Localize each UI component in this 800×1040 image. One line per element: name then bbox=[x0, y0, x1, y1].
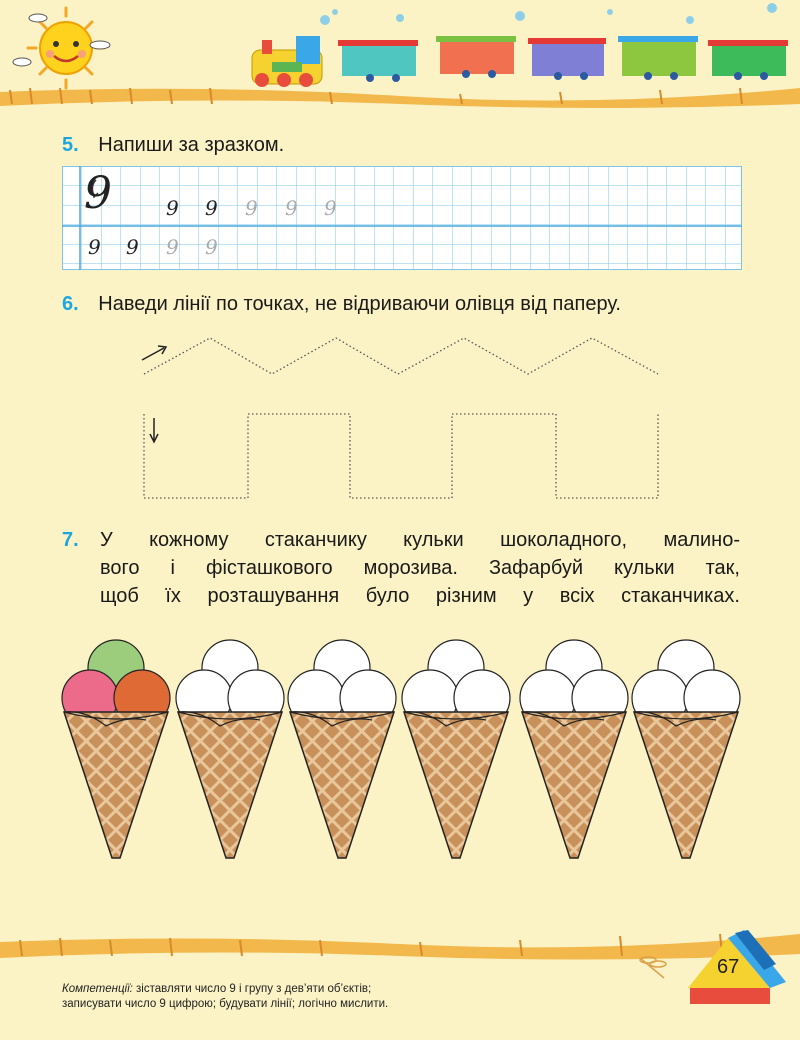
train-wagon-icon bbox=[338, 36, 788, 82]
trace-digit: 9 bbox=[285, 196, 298, 220]
copy-digit: 9 bbox=[126, 235, 139, 259]
task-6-heading bbox=[62, 290, 621, 318]
train-locomotive-icon bbox=[252, 36, 322, 87]
dragonfly-icon bbox=[640, 957, 666, 978]
dotted-lines-exercise bbox=[130, 326, 670, 506]
ice-cream-cone[interactable] bbox=[176, 640, 284, 858]
trace-digit: 9 bbox=[324, 196, 337, 220]
task-text: Наведи лінії по точках, не відриваючи олівця від паперу. bbox=[98, 293, 621, 315]
task-7-number bbox=[62, 526, 79, 554]
ice-cream-cone[interactable] bbox=[288, 640, 396, 858]
ice-cream-cone[interactable] bbox=[402, 640, 510, 858]
copybook-grid bbox=[62, 166, 742, 270]
ice-cream-cone[interactable] bbox=[520, 640, 628, 858]
task-number: 6. bbox=[62, 293, 79, 315]
competencies-line: записувати число 9 цифрою; будувати лінії; логічно мислити. bbox=[62, 998, 389, 1010]
task-line: У кожному стаканчику кульки шоколадного, малино- bbox=[100, 529, 740, 551]
copy-digit: 9 bbox=[166, 196, 179, 220]
copy-digit: 9 bbox=[88, 235, 101, 259]
task-number: 5. bbox=[62, 134, 79, 156]
ice-cream-cone[interactable] bbox=[632, 640, 740, 858]
zigzag-dotted-line bbox=[144, 338, 658, 374]
square-wave-dotted-line bbox=[144, 414, 658, 498]
task-number: 7. bbox=[62, 529, 79, 551]
competencies-note bbox=[62, 982, 622, 1012]
arrow-down-icon bbox=[150, 418, 158, 442]
task-7-text bbox=[100, 526, 740, 610]
task-5-heading bbox=[62, 131, 284, 159]
task-line: вого і фісташкового морозива. Зафарбуй кульки так, bbox=[100, 557, 740, 579]
trace-digit: 9 bbox=[245, 196, 258, 220]
ice-cream-cone-example bbox=[62, 640, 170, 858]
page-number: 67 bbox=[717, 956, 740, 978]
copy-digit: 9 bbox=[205, 196, 218, 220]
sample-digit: 9 bbox=[84, 168, 112, 219]
task-line: щоб їх розташування було різним у всіх стаканчиках. bbox=[100, 585, 740, 607]
header-decoration bbox=[0, 0, 800, 120]
competencies-label: Компетенції: bbox=[62, 983, 133, 995]
trace-digit: 9 bbox=[205, 235, 218, 259]
arrow-icon bbox=[142, 346, 166, 360]
competencies-line: зіставляти число 9 і групу з дев’яти об’єктів; bbox=[132, 983, 372, 995]
trace-digit: 9 bbox=[166, 235, 179, 259]
task-text: Напиши за зразком. bbox=[98, 134, 285, 156]
ice-cream-cones bbox=[0, 630, 800, 870]
